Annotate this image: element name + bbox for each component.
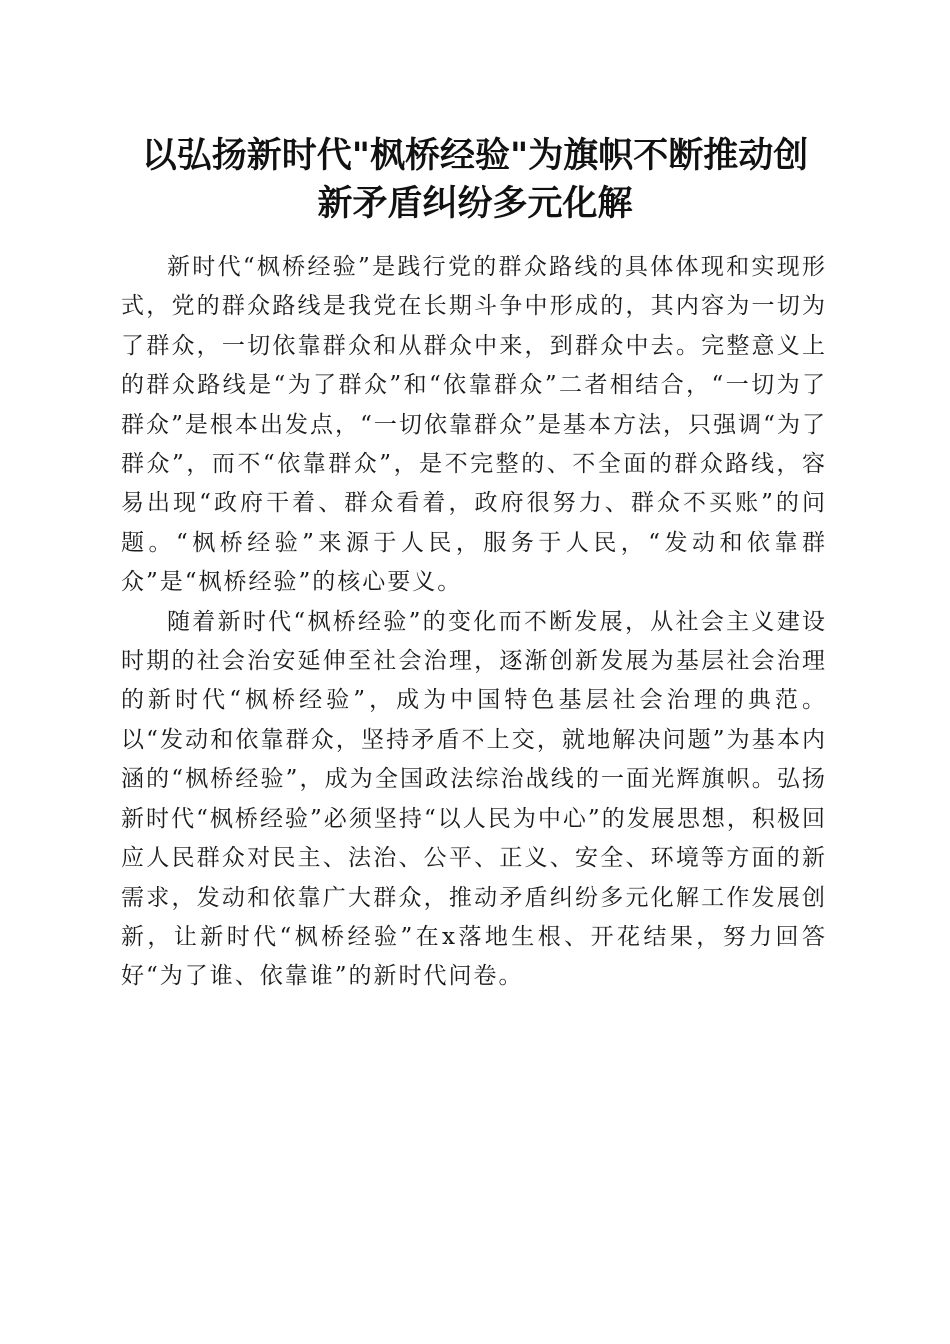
document-title [100, 132, 850, 228]
title-line-2: 新矛盾纠纷多元化解 [317, 183, 633, 224]
paragraph-1: 新时代“枫桥经验”是践行党的群众路线的具体体现和实现形式，党的群众路线是我党在长期斗争中形成的，其内容为一切为了群众，一切依靠群众和从群众中来，到群众中去。完整意义上的群众路线是“为了群众”和“依靠群众”二者相结合，“一切为了群众”是根本出发点，“一切依靠群众”是基本方法，只强调“为了群众”，而不“依靠群众”，是不完整的、不全面的群众路线，容易出现“政府干着、群众看着，政府很努力、群众不买账”的问题。“枫桥经验”来源于人民，服务于人民，“发动和依靠群众”是“枫桥经验”的核心要义。 [121, 254, 827, 596]
title-line-1: 以弘扬新时代"枫桥经验"为旗帜不断推动创 [141, 135, 809, 176]
paragraph-2: 随着新时代“枫桥经验”的变化而不断发展，从社会主义建设时期的社会治安延伸至社会治理，逐渐创新发展为基层社会治理的新时代“枫桥经验”，成为中国特色基层社会治理的典范。以“发动和依靠群众，坚持矛盾不上交，就地解决问题”为基本内涵的“枫桥经验”，成为全国政法综治战线的一面光辉旗帜。弘扬新时代“枫桥经验”必须坚持“以人民为中心”的发展思想，积极回应人民群众对民主、法治、公平、正义、安全、环境等方面的新需求，发动和依靠广大群众，推动矛盾纠纷多元化解工作发展创新，让新时代“枫桥经验”在x落地生根、开花结果，努力回答好“为了谁、依靠谁”的新时代问卷。 [121, 608, 827, 990]
document-body [121, 248, 827, 997]
